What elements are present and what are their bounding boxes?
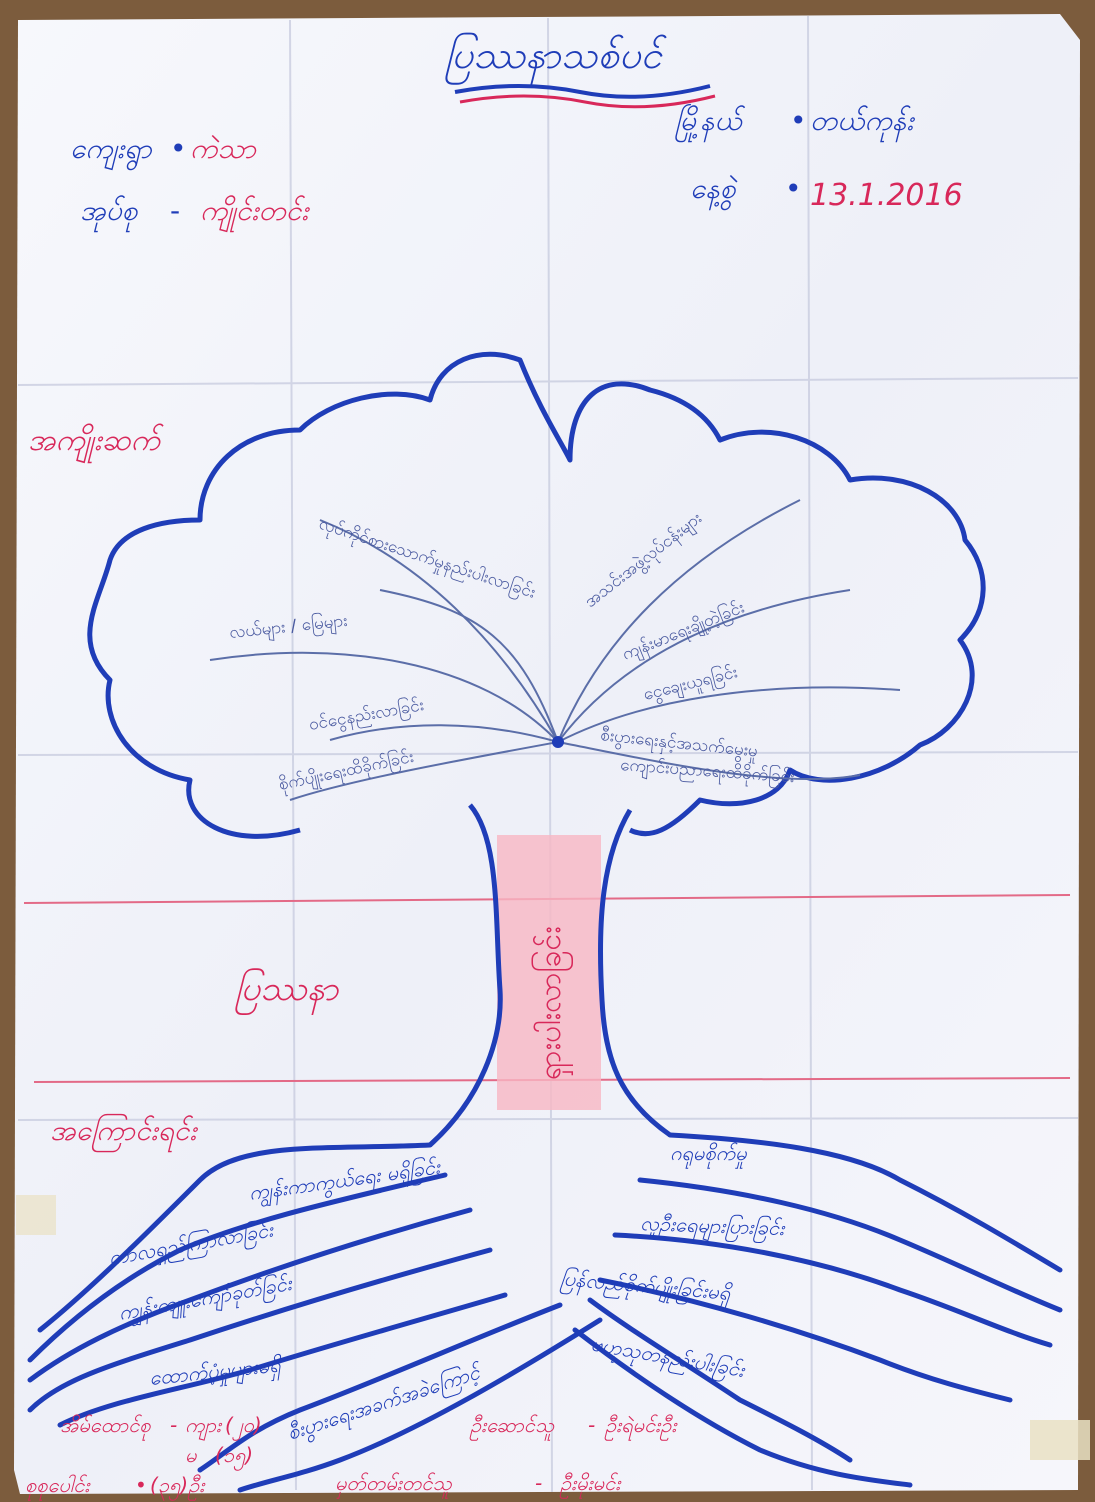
village-head-label: ဦးဆောင်သူ	[470, 1413, 555, 1437]
branch-text: စိုက်ပျိုးရေးထိခိုက်ခြင်း	[276, 746, 416, 795]
branch-text: ကျန်းမာရေးချို့တဲ့ခြင်း	[619, 597, 748, 665]
root-text: ကျွန်းကျူးကျော်ခုတ်ခြင်း	[116, 1270, 294, 1325]
female-value: (၁၅)	[215, 1443, 254, 1467]
households-separator: -	[170, 1413, 178, 1437]
note-taker-value: ဦးမိုးမင်း	[560, 1471, 621, 1495]
total-value: (၃၅)ဦး	[150, 1473, 205, 1497]
root-text: ထောက်ပံ့မှုများမရှိ	[148, 1352, 282, 1390]
tape-piece	[1030, 1420, 1090, 1460]
village-head-value: ဦးရဲမင်းဦး	[605, 1413, 677, 1437]
township-label: မြို့နယ်	[675, 104, 742, 137]
group-separator: -	[170, 194, 181, 227]
branch-text: စီးပွားရေးနှင့်အသက်မွေးမှု	[599, 725, 759, 762]
note-taker-label: မှတ်တမ်းတင်သူ	[335, 1471, 452, 1495]
branch-text: ကျောင်းပညာရေးထိခိုက်ခြင်း	[619, 755, 796, 788]
total-separator: •	[135, 1473, 147, 1497]
results-label: အကျိုးဆက်	[28, 423, 160, 458]
root-text: ကျွန်းကာကွယ်ရေး မရှိခြင်း	[247, 1154, 442, 1205]
male-label: ကျား	[185, 1413, 222, 1437]
problem-label: ပြဿနာ	[235, 969, 339, 1009]
poster-title: ပြဿနာသစ်ပင်	[445, 33, 662, 77]
village-head-separator: -	[588, 1413, 596, 1437]
village-separator: •	[170, 132, 187, 165]
group-value: ကျိုင်းတင်း	[200, 194, 309, 227]
date-value: 13.1.2016	[810, 178, 963, 213]
root-text: ကာလရှည်ကြာလာခြင်း	[106, 1217, 275, 1270]
causes-label: အကြောင်းရင်း	[50, 1114, 197, 1147]
root-text: ပြန်လည်စိုက်ပျိုးခြင်းမရှိ	[559, 1266, 732, 1305]
root-text: လူဦးရေများပြားခြင်း	[639, 1211, 785, 1241]
male-value: (၂၀)	[225, 1413, 262, 1437]
branch-text: အသင်းအဖွဲ့လုပ်ငန်းများ	[580, 508, 706, 612]
problem-trunk-text: ရှားပါးလာခြင်း	[533, 926, 568, 1080]
branch-text: ငွေချေးယူရခြင်း	[641, 662, 740, 705]
branch-origin-dot	[552, 736, 564, 748]
township-separator: •	[790, 104, 807, 137]
root-text: ဗဟုသုတနည်းပါးခြင်း	[589, 1331, 747, 1382]
township-value: တယ်ကုန်း	[810, 104, 914, 137]
branch-text: ဝင်ငွေနည်းလာခြင်း	[307, 695, 426, 735]
village-label: ကျေးရွာ	[70, 132, 152, 165]
branch-text: လုပ်ကိုင်စားသောက်မှုနည်းပါးလာခြင်း	[316, 513, 539, 603]
total-label: စုစုပေါင်း	[25, 1473, 90, 1497]
tape-piece	[16, 1195, 56, 1235]
date-label: နေ့စွဲ	[690, 172, 736, 205]
households-label: အိမ်ထောင်စု	[60, 1413, 151, 1437]
note-taker-separator: -	[535, 1471, 543, 1495]
date-separator: •	[785, 172, 802, 205]
branch-text: လယ်များ / မြေများ	[228, 610, 349, 643]
root-text: စီးပွားရေးအခက်အခဲကြောင့်	[284, 1359, 483, 1445]
root-text: ဂရုမစိုက်မှု	[670, 1141, 747, 1165]
group-label: အုပ်စု	[80, 194, 138, 227]
village-value: ကဲသာ	[190, 132, 256, 165]
female-label: မ	[185, 1443, 197, 1467]
